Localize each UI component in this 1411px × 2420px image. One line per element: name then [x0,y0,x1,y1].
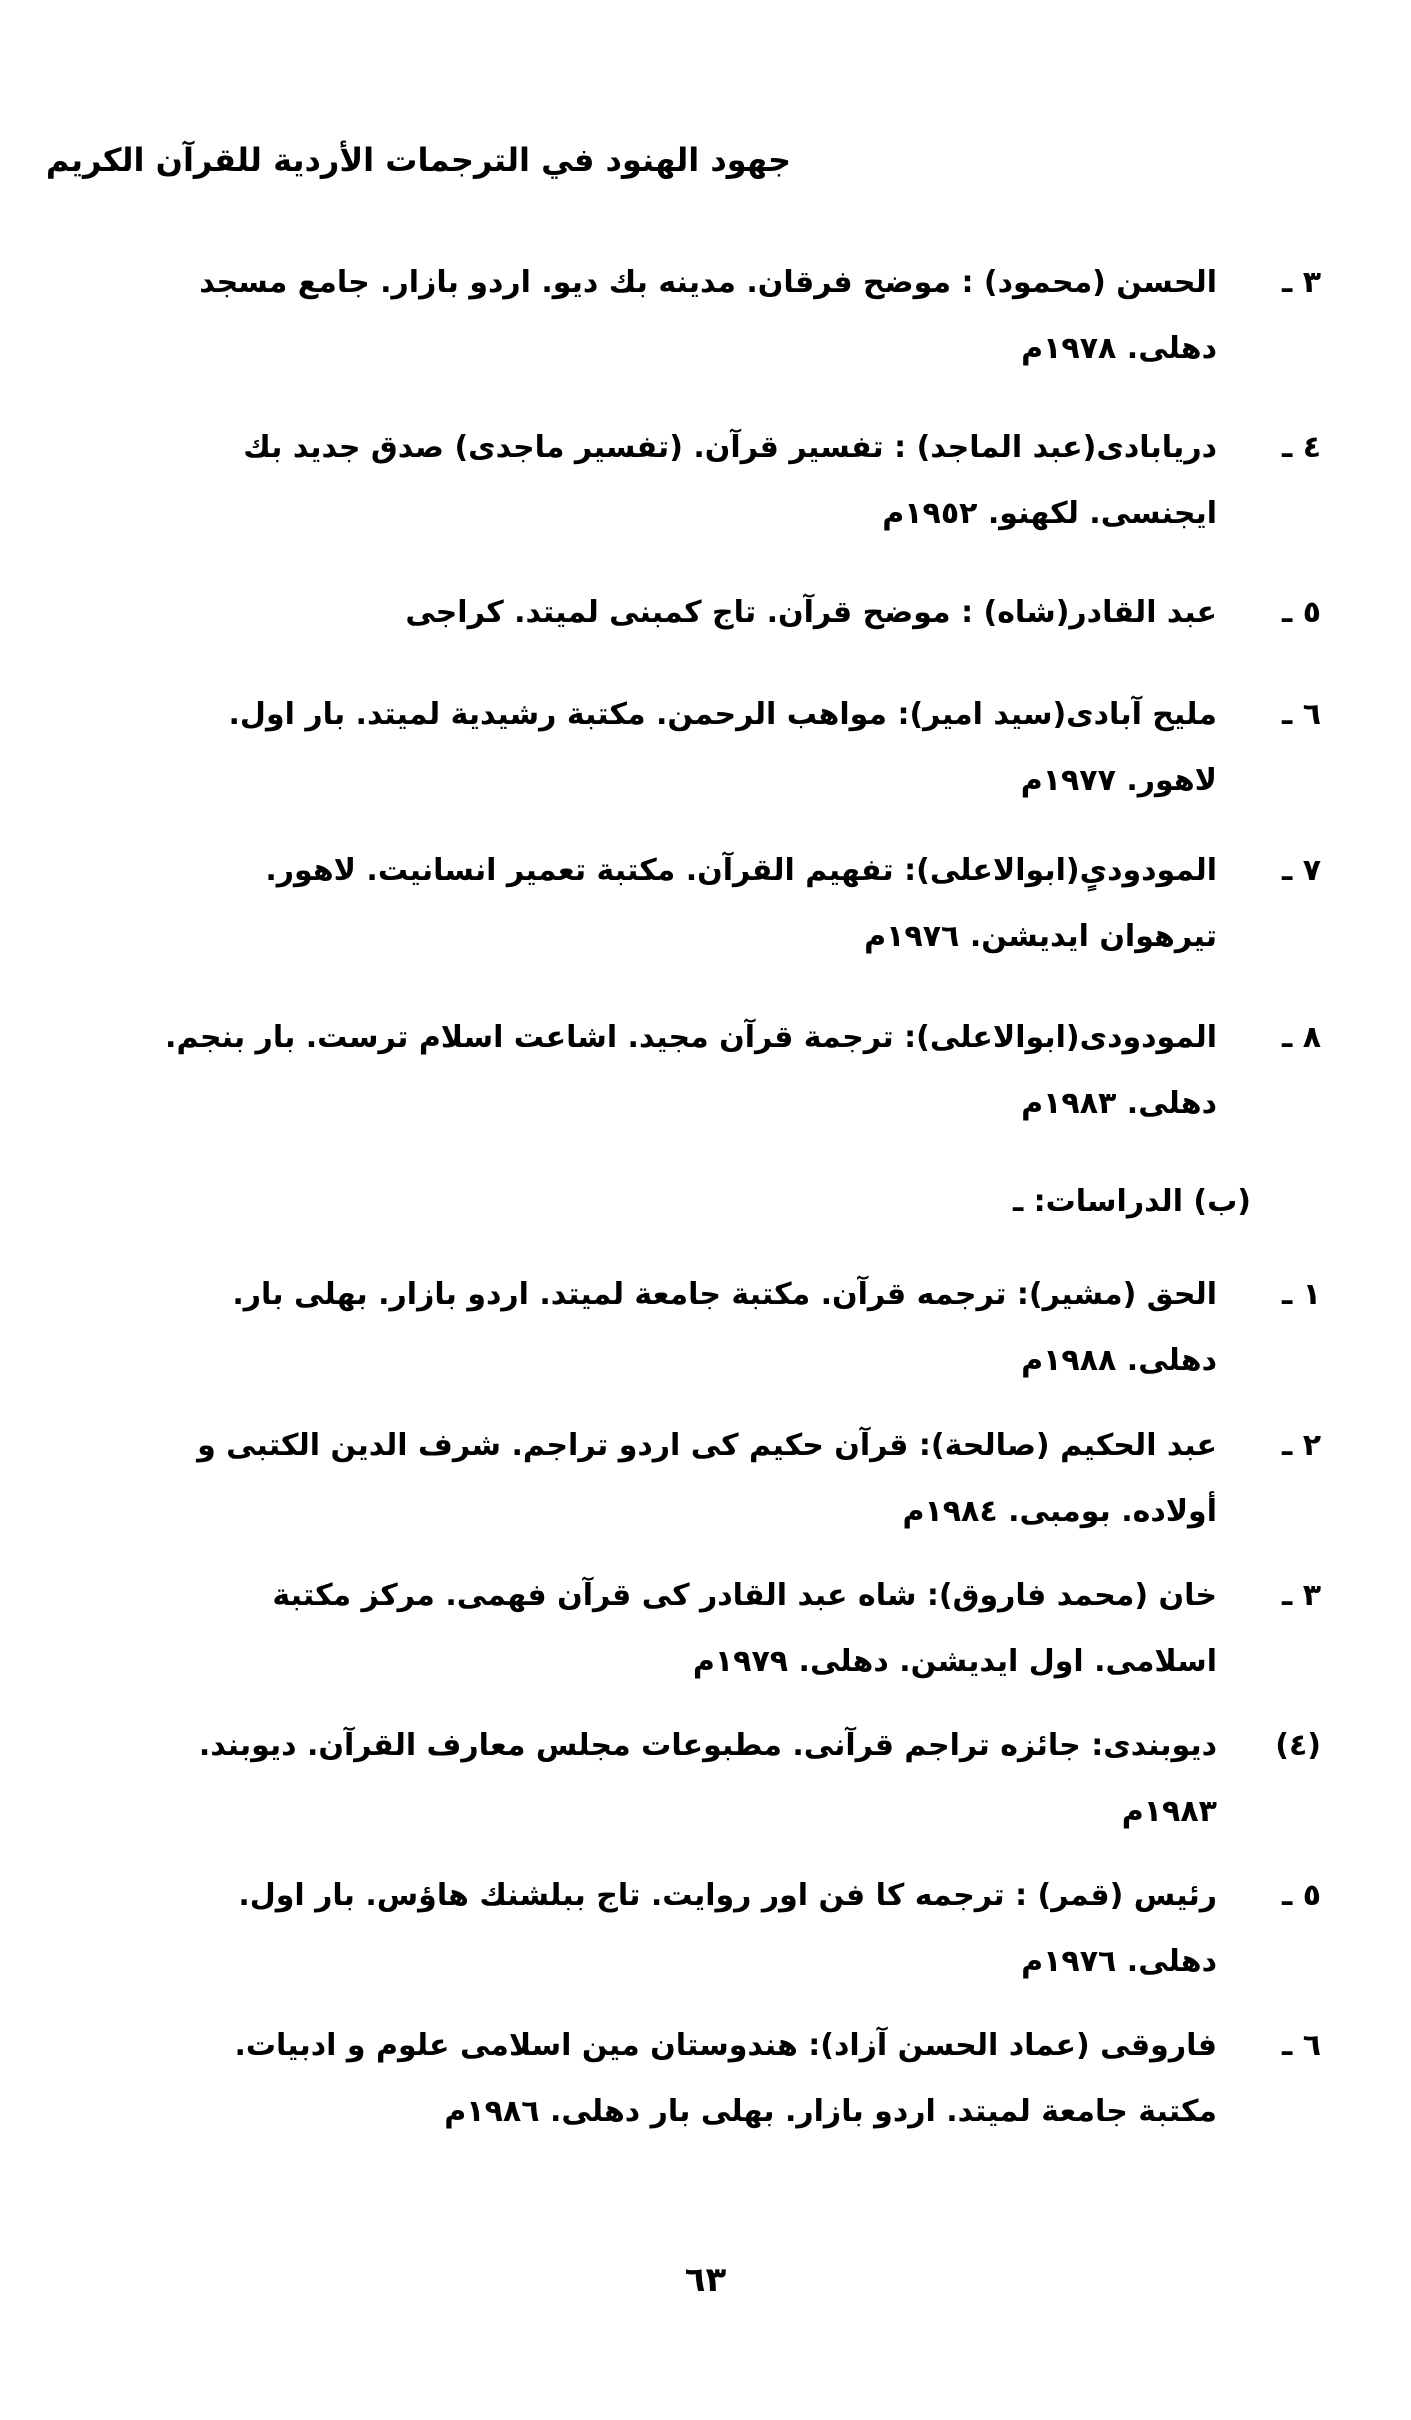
entry-text: عبد القادر(شاه) : موضح قرآن. تاج كمبنى لميتد. كراجى [405,595,1217,630]
bibliography-entry [151,838,1321,970]
bibliography-entry [151,682,1321,814]
entry-number: ٦ ـ [1281,697,1321,732]
bibliography-entry [151,580,1321,646]
entry-text: ديوبندى: جائزه تراجم قرآنى. مطبوعات مجلس معارف القرآن. ديوبند. ١٩٨٣م [198,1728,1217,1829]
entry-number: ٨ ـ [1281,1020,1321,1055]
bibliography-entry [151,1863,1321,1995]
entry-text: الحق (مشير): ترجمه قرآن. مكتبة جامعة لميتد. اردو بازار. بهلى بار. دهلى. ١٩٨٨م [232,1277,1217,1378]
section-heading: (ب) الدراسات: ـ [1012,1184,1251,1219]
entry-number: ٦ ـ [1281,2028,1321,2063]
entry-number: ٥ ـ [1281,595,1321,630]
entry-number: ٣ ـ [1281,265,1321,300]
bibliography-entry [151,1413,1321,1545]
entry-number: ٣ ـ [1281,1578,1321,1613]
entry-number: ٤ ـ [1281,430,1321,465]
entry-number: ١ ـ [1281,1277,1321,1312]
running-header: جهود الهنود في الترجمات الأردية للقرآن الكريم [45,141,791,179]
bibliography-entry [151,415,1321,547]
entry-text: دريابادى(عبد الماجد) : تفسير قرآن. (تفسير ماجدى) صدق جديد بك ايجنسى. لكهنو. ١٩٥٢م [243,430,1217,531]
bibliography-entry [151,1262,1321,1394]
entry-text: خان (محمد فاروق): شاه عبد القادر كى قرآن فهمى. مركز مكتبة اسلامى. اول ايديشن. دهلى. ١٩٧٩م [272,1578,1217,1679]
entry-text: رئيس (قمر) : ترجمه كا فن اور روايت. تاج ببلشنك هاؤس. بار اول. دهلى. ١٩٧٦م [238,1878,1217,1979]
entry-text: عبد الحكيم (صالحة): قرآن حكيم كى اردو تراجم. شرف الدين الكتبى و أولاده. بومبى. ١٩٨٤م [197,1428,1217,1529]
entry-number: ٢ ـ [1281,1428,1321,1463]
bibliography-entry [151,1005,1321,1137]
entry-number: ٧ ـ [1281,853,1321,888]
entry-text: مليح آبادى(سيد امير): مواهب الرحمن. مكتبة رشيدية لميتد. بار اول. لاهور. ١٩٧٧م [228,697,1217,798]
entry-number: ٥ ـ [1281,1878,1321,1913]
bibliography-entry [151,1713,1321,1845]
entry-text: المودودى(ابوالاعلى): ترجمة قرآن مجيد. اشاعت اسلام ترست. بار بنجم. دهلى. ١٩٨٣م [165,1020,1217,1121]
bibliography-entry [151,1563,1321,1695]
entry-number: (٤) [1275,1728,1321,1763]
entry-text: فاروقى (عماد الحسن آزاد): هندوستان مين اسلامى علوم و ادبيات. مكتبة جامعة لميتد. اردو بازار. بهلى بار دهلى. ١٩٨٦م [234,2028,1217,2129]
page-number: ٦٣ [684,2260,727,2300]
bibliography-entry [151,250,1321,382]
entry-text: الحسن (محمود) : موضح فرقان. مدينه بك ديو. اردو بازار. جامع مسجد دهلى. ١٩٧٨م [199,265,1217,366]
entry-text: المودودىٍ(ابوالاعلى): تفهيم القرآن. مكتبة تعمير انسانيت. لاهور. تيرهوان ايديشن. ١٩٧٦م [265,853,1217,954]
bibliography-entry [151,2013,1321,2145]
